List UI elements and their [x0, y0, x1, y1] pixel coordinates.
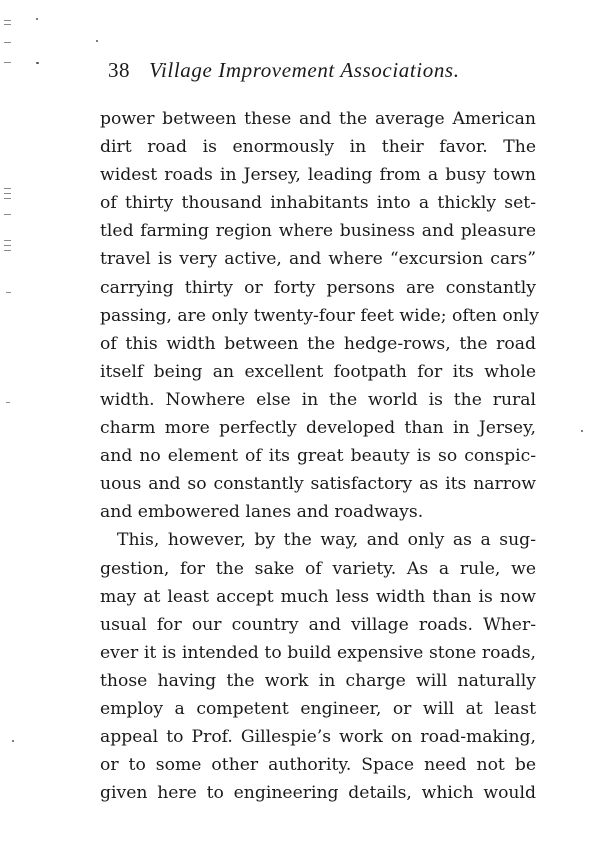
text-line: ever it is intended to build expensive stone roads, [100, 642, 536, 663]
text-line: charm more perfectly developed than in Jersey, [100, 418, 536, 439]
scan-artifact [96, 40, 98, 42]
scan-artifact [4, 20, 11, 21]
text-line: or to some other authority. Space need not be [100, 755, 536, 776]
text-line: usual for our country and village roads. Wher- [100, 614, 536, 635]
scan-artifact [4, 214, 11, 215]
text-line: of thirty thousand inhabitants into a thickly set- [100, 193, 536, 214]
scan-artifact [12, 740, 14, 742]
text-line: uous and so constantly satisfactory as its narrow [100, 474, 536, 495]
text-line: those having the work in charge will naturally [100, 670, 536, 691]
scan-artifact [4, 240, 11, 241]
scan-artifact [4, 42, 11, 43]
page-header [108, 58, 548, 88]
text-line: widest roads in Jersey, leading from a busy town [100, 165, 536, 186]
scan-artifact [4, 193, 11, 194]
scan-artifact [4, 245, 11, 246]
text-line: may at least accept much less width than is now [100, 586, 536, 607]
text-line: width. Nowhere else in the world is the rural [100, 389, 536, 410]
text-line: dirt road is enormously in their favor. The [100, 137, 536, 158]
scan-artifact [6, 292, 11, 293]
scan-artifact [6, 402, 10, 403]
scan-artifact [581, 430, 583, 432]
scan-artifact [36, 62, 39, 64]
scan-artifact [4, 24, 11, 25]
scan-artifact [36, 18, 38, 20]
paragraph [100, 105, 539, 526]
text-line: gestion, for the sake of variety. As a rule, we [100, 558, 536, 579]
text-line: of this width between the hedge-rows, the road [100, 333, 536, 354]
text-line: power between these and the average American [100, 109, 536, 129]
body-text [100, 105, 539, 807]
text-line: appeal to Prof. Gillespie’s work on road-making, [100, 727, 536, 748]
text-line: passing, are only twenty-four feet wide; often only [100, 305, 539, 326]
text-line: given here to engineering details, which would [100, 783, 536, 804]
text-line: travel is very active, and where “excursion cars” [100, 249, 536, 270]
running-title: Village Improvement Associations. [149, 58, 460, 82]
text-line: and embowered lanes and roadways. [100, 502, 424, 523]
text-line: This, however, by the way, and only as a sug- [117, 530, 536, 551]
text-line: tled farming region where business and pleasure [100, 221, 536, 242]
text-line: carrying thirty or forty persons are constantly [100, 277, 536, 298]
scan-artifact [4, 188, 11, 189]
text-line: itself being an excellent footpath for its whole [100, 361, 536, 382]
paragraph [100, 526, 536, 807]
scan-artifact [4, 198, 11, 199]
text-line: employ a competent engineer, or will at least [100, 698, 536, 719]
page-number: 38 [108, 58, 130, 82]
scan-artifact [4, 250, 11, 251]
scan-artifact [4, 62, 11, 63]
text-line: and no element of its great beauty is so conspic- [100, 446, 536, 467]
